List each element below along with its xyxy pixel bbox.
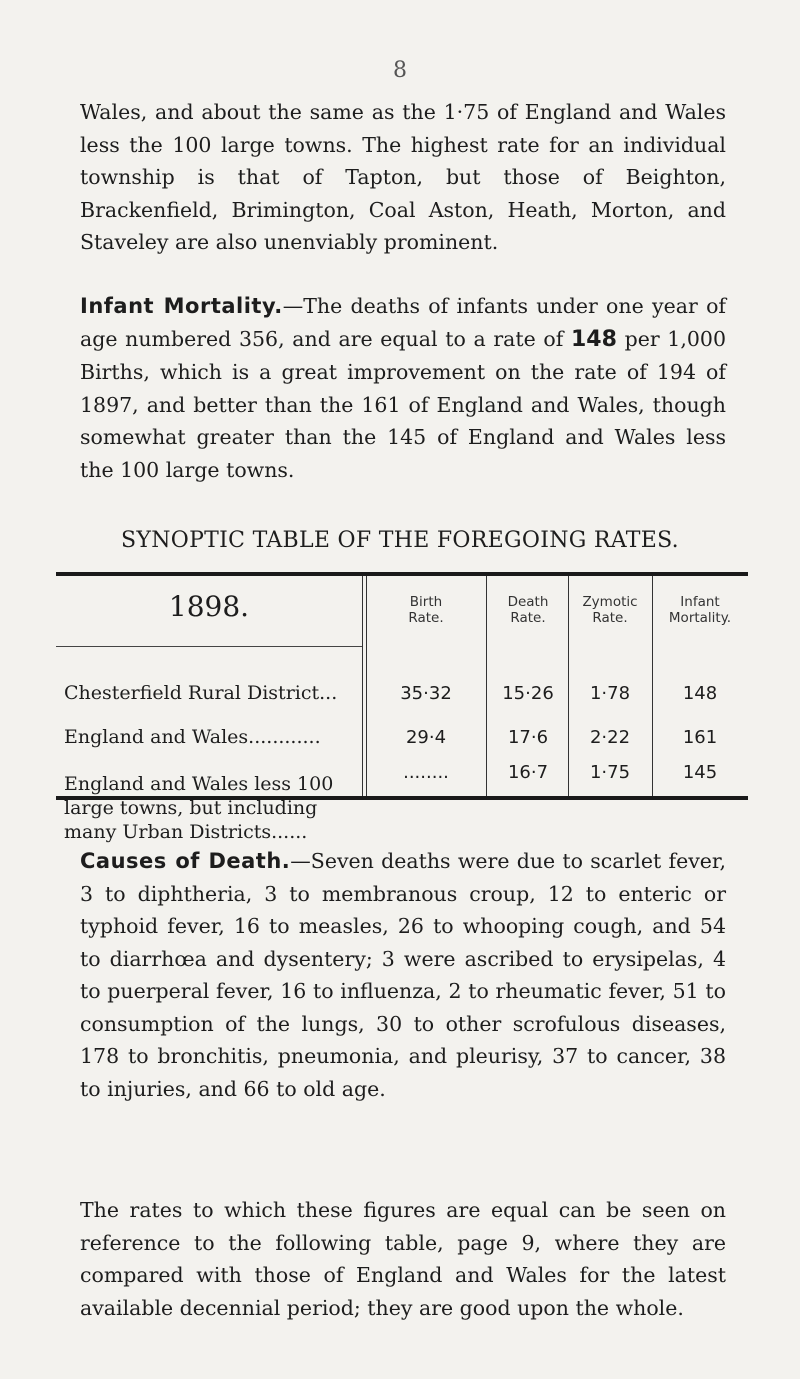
- paragraph-rates-reference: The rates to which these figures are equal can be seen on reference to the following table, page 9, where they are compared with those of England and Wales for the latest available decennial period; they are good upon the whole.: [80, 1198, 726, 1320]
- cell-birth-less-towns: ........: [403, 762, 449, 783]
- causes-of-death-heading: Causes of Death.: [80, 849, 291, 873]
- cell-infant-less-towns: 145: [682, 762, 718, 783]
- cell-zymotic-less-towns: 1·75: [589, 762, 631, 783]
- synoptic-table: [56, 572, 748, 843]
- infant-mortality-heading: Infant Mortality.: [80, 294, 283, 318]
- header-death-rate: Death Rate.: [507, 594, 549, 626]
- cell-death-chesterfield: 15·26: [502, 683, 554, 704]
- infant-mortality-text-a: —The deaths of infants under one year of age numbered 356, and are equal to a rate of: [80, 294, 726, 351]
- cell-zymotic-england-wales: 2·22: [589, 727, 631, 748]
- infant-mortality-text-b: per 1,000 Births, which is a great improvement on the rate of 194 of 1897, and better than the 161 of England and Wales, though somewhat greater than the 145 of England and Wales less the 100 large towns.: [80, 326, 726, 482]
- header-birth-rate: Birth Rate.: [408, 594, 444, 626]
- header-infant-mortality: Infant Mortality.: [668, 594, 732, 626]
- page-number: 8: [393, 58, 407, 83]
- cell-death-less-towns: 16·7: [507, 762, 549, 783]
- infant-mortality-rate: 148: [570, 326, 617, 352]
- causes-of-death-text: —Seven deaths were due to scarlet fever, 3 to diphtheria, 3 to membranous croup, 12 to enteric or typhoid fever, 16 to measles, 26 to whooping cough, and 54 to diarrhœa and dysentery; 3 were ascribed to erysipelas, 4 to puerperal fever, 16 to influenza, 2 to rheumatic fever, 51 to consumption of the lungs, 30 to other scrofulous diseases, 178 to bronchitis, pneumonia, and pleurisy, 37 to cancer, 38 to injuries, and 66 to old age.: [80, 849, 726, 1101]
- cell-birth-chesterfield: 35·32: [400, 683, 452, 704]
- paragraph-rates-summary: Wales, and about the same as the 1·75 of England and Wales less the 100 large towns. The highest rate for an individual township is that of Tapton, but those of Beighton, Brackenfield, Brimington, Coal Aston, Heath, Morton, and Staveley are also unenviably prominent.: [80, 100, 726, 254]
- cell-birth-england-wales: 29·4: [405, 727, 447, 748]
- row-label-england-wales-less-towns: England and Wales less 100 large towns, but including many Urban Districts......: [64, 773, 334, 843]
- table-year-header: 1898.: [168, 590, 250, 623]
- cell-death-england-wales: 17·6: [507, 727, 549, 748]
- paragraph-causes-of-death: [80, 845, 726, 1105]
- column-divider: [486, 576, 487, 796]
- cell-infant-england-wales: 161: [682, 727, 718, 748]
- row-label-england-wales: England and Wales............: [64, 726, 321, 748]
- cell-infant-chesterfield: 148: [682, 683, 718, 704]
- header-zymotic-rate: Zymotic Rate.: [582, 594, 638, 626]
- cell-zymotic-chesterfield: 1·78: [589, 683, 631, 704]
- paragraph-infant-mortality: [80, 290, 726, 486]
- row-label-chesterfield: Chesterfield Rural District...: [64, 682, 338, 704]
- header-rule: [56, 646, 362, 647]
- table-title: SYNOPTIC TABLE OF THE FOREGOING RATES.: [121, 528, 679, 553]
